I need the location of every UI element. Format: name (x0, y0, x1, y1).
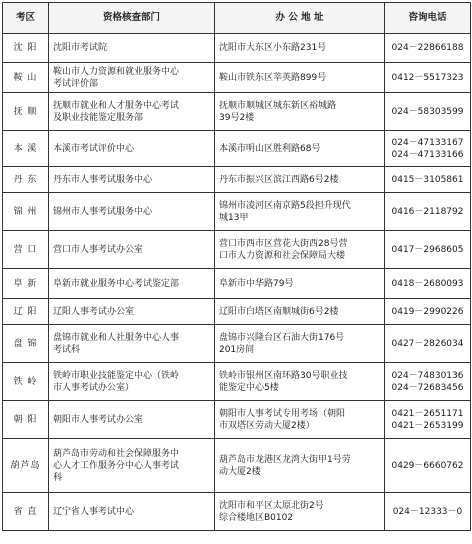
table-row (3, 231, 471, 269)
cell-region: 盘 锦 (3, 325, 49, 363)
table-row (3, 299, 471, 325)
header-phone: 咨询电话 (385, 3, 471, 34)
cell-department: 锦州市人事考试服务中心 (49, 193, 215, 231)
cell-region: 丹 东 (3, 167, 49, 193)
exam-office-table (2, 2, 471, 531)
table-row (3, 325, 471, 363)
cell-region: 省 直 (3, 493, 49, 531)
cell-phone: 0412－5517323 (385, 63, 471, 93)
cell-phone: 0416－2118792 (385, 193, 471, 231)
cell-address: 丹东市振兴区滨江西路6号2楼 (215, 167, 385, 193)
cell-phone: 0419－2990226 (385, 299, 471, 325)
cell-region: 鞍 山 (3, 63, 49, 93)
cell-address: 锦州市凌河区南京路5段担升现代 城13甲 (215, 193, 385, 231)
cell-department: 辽阳人事考试办公室 (49, 299, 215, 325)
table-row (3, 167, 471, 193)
cell-department: 朝阳市人事考试办公室 (49, 401, 215, 439)
table-row (3, 131, 471, 167)
cell-region: 阜 新 (3, 269, 49, 299)
cell-region: 辽 阳 (3, 299, 49, 325)
table-row (3, 34, 471, 63)
cell-address: 葫芦岛市龙港区龙湾大街甲1号劳 动大厦2楼 (215, 439, 385, 493)
cell-address: 鞍山市铁东区莘英路899号 (215, 63, 385, 93)
cell-region: 锦 州 (3, 193, 49, 231)
cell-address: 阜新市中华路79号 (215, 269, 385, 299)
cell-phone: 0429－6660762 (385, 439, 471, 493)
cell-address: 盘锦市兴隆台区石油大街176号 201房间 (215, 325, 385, 363)
cell-region: 抚 顺 (3, 93, 49, 131)
cell-department: 辽宁省人事考试中心 (49, 493, 215, 531)
cell-phone: 0418－2680093 (385, 269, 471, 299)
cell-phone: 0415－3105861 (385, 167, 471, 193)
cell-department: 本溪市考试评价中心 (49, 131, 215, 167)
cell-address: 辽阳市白塔区南顺城街6号2楼 (215, 299, 385, 325)
cell-department: 鞍山市人力资源和就业服务中心 考试评价部 (49, 63, 215, 93)
cell-phone: 0427－2826034 (385, 325, 471, 363)
cell-address: 沈阳市大东区小东路231号 (215, 34, 385, 63)
cell-department: 葫芦岛市劳动和社会保障服务中 心人才工作服务分中心人事考试 科 (49, 439, 215, 493)
cell-region: 本 溪 (3, 131, 49, 167)
cell-department: 铁岭市职业技能鉴定中心（铁岭 市人事考试办公室） (49, 363, 215, 401)
cell-address: 沈阳市和平区太原北街2号 综合楼地区B0102 (215, 493, 385, 531)
cell-department: 盘锦市就业和人社服务中心人事 考试科 (49, 325, 215, 363)
cell-region: 营 口 (3, 231, 49, 269)
table-row (3, 439, 471, 493)
table-row (3, 269, 471, 299)
cell-region: 朝 阳 (3, 401, 49, 439)
table-row (3, 63, 471, 93)
cell-region: 铁 岭 (3, 363, 49, 401)
table-row (3, 93, 471, 131)
cell-department: 抚顺市就业和人才服务中心考试 及职业技能鉴定服务部 (49, 93, 215, 131)
cell-department: 丹东市人事考试服务中心 (49, 167, 215, 193)
cell-department: 沈阳市考试院 (49, 34, 215, 63)
cell-address: 本溪市明山区胜利路68号 (215, 131, 385, 167)
cell-address: 营口市西市区营花大街西28号营 口市人力资源和社会保障局大楼 (215, 231, 385, 269)
table-row (3, 493, 471, 531)
cell-region: 沈 阳 (3, 34, 49, 63)
cell-phone: 024－12333－0 (385, 493, 471, 531)
header-address: 办 公 地 址 (215, 3, 385, 34)
header-department: 资格核查部门 (49, 3, 215, 34)
cell-phone: 0417－2968605 (385, 231, 471, 269)
cell-address: 铁岭市银州区南环路30号职业技 能鉴定中心5楼 (215, 363, 385, 401)
cell-department: 阜新市就业服务中心考试鉴定部 (49, 269, 215, 299)
table-row (3, 401, 471, 439)
cell-address: 抚顺市顺城区城东新区裕城路 39号2楼 (215, 93, 385, 131)
cell-department: 营口市人事考试办公室 (49, 231, 215, 269)
cell-phone: 024－74830136 024－72683456 (385, 363, 471, 401)
header-region: 考区 (3, 3, 49, 34)
cell-region: 葫芦岛 (3, 439, 49, 493)
table-body (3, 34, 471, 531)
cell-phone: 024－58303599 (385, 93, 471, 131)
table-header-row (3, 3, 471, 34)
cell-phone: 024－22866188 (385, 34, 471, 63)
table-row (3, 193, 471, 231)
cell-address: 朝阳市人事考试专用考场（朝阳 市双塔区劳动大厦2楼） (215, 401, 385, 439)
cell-phone: 0421－2651171 0421－2653199 (385, 401, 471, 439)
table-row (3, 363, 471, 401)
cell-phone: 024－47133167 024－47133166 (385, 131, 471, 167)
